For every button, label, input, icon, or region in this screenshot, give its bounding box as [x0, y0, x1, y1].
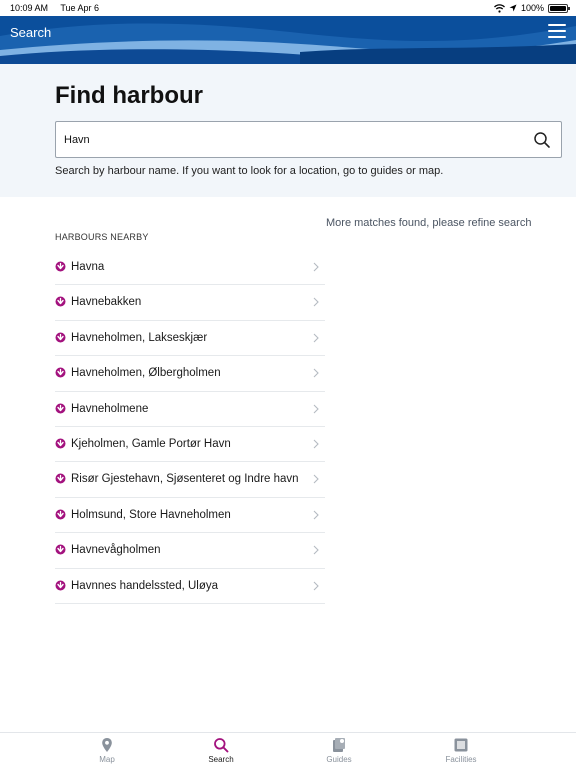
harbour-list-item[interactable] [55, 285, 325, 320]
tab-bar [0, 732, 576, 768]
harbour-name: Kjeholmen, Gamle Portør Havn [71, 437, 231, 450]
harbour-pin-icon [55, 509, 66, 521]
harbour-name: Havneholmen, Ølbergholmen [71, 367, 221, 380]
tab-facilities[interactable] [426, 737, 496, 764]
app-header [0, 16, 576, 64]
search-input[interactable] [64, 122, 524, 157]
harbour-name: Havnebakken [71, 296, 142, 309]
chevron-right-icon [313, 474, 319, 484]
harbour-pin-icon [55, 367, 66, 379]
harbour-name: Havneholmen, Lakseskjær [71, 331, 208, 344]
harbour-pin-icon [55, 332, 66, 344]
harbour-name: Havneholmene [71, 402, 149, 415]
harbour-list-item[interactable] [55, 498, 325, 533]
search-hint: Search by harbour name. If you want to look for a location, go to guides or map. [55, 165, 444, 177]
chevron-right-icon [313, 439, 319, 449]
harbour-pin-icon [55, 438, 66, 450]
tab-guides[interactable] [304, 737, 374, 764]
harbour-name: Havnnes handelssted, Uløya [71, 579, 219, 592]
harbour-pin-icon [55, 580, 66, 592]
chevron-right-icon [313, 404, 319, 414]
guides-book-icon [331, 737, 347, 753]
battery-percent: 100% [520, 3, 544, 13]
chevron-right-icon [313, 368, 319, 378]
harbour-list-item[interactable] [55, 569, 325, 604]
harbour-list [55, 250, 325, 604]
battery-icon [548, 4, 568, 13]
harbour-list-item[interactable] [55, 250, 325, 285]
tab-search-label: Search [208, 755, 234, 764]
status-right [494, 3, 568, 13]
search-panel [0, 64, 576, 197]
search-icon[interactable] [533, 131, 551, 149]
harbour-name: Havnevågholmen [71, 544, 161, 557]
more-matches-notice: More matches found, please refine search [326, 217, 532, 229]
tab-guides-label: Guides [326, 755, 352, 764]
harbour-pin-icon [55, 261, 66, 273]
harbour-name: Holmsund, Store Havneholmen [71, 508, 231, 521]
status-time: 10:09 AM [10, 3, 49, 13]
status-bar [0, 0, 576, 16]
harbour-list-item[interactable] [55, 427, 325, 462]
status-date: Tue Apr 6 [60, 3, 100, 13]
tab-search[interactable] [186, 737, 256, 764]
harbour-list-item[interactable] [55, 321, 325, 356]
chevron-right-icon [313, 510, 319, 520]
header-waves [0, 16, 576, 64]
harbour-pin-icon [55, 544, 66, 556]
harbour-pin-icon [55, 403, 66, 415]
harbour-name: Risør Gjestehavn, Sjøsenteret og Indre havn [71, 473, 299, 486]
search-box [55, 121, 562, 158]
location-arrow-icon [509, 4, 517, 12]
tab-facilities-label: Facilities [445, 755, 477, 764]
wifi-icon [494, 4, 505, 13]
harbour-name: Havna [71, 261, 105, 273]
tab-map[interactable] [72, 737, 142, 764]
map-pin-icon [99, 737, 115, 753]
chevron-right-icon [313, 333, 319, 343]
chevron-right-icon [313, 262, 319, 272]
find-harbour-heading: Find harbour [55, 82, 203, 109]
facilities-icon [453, 737, 469, 753]
harbour-pin-icon [55, 296, 66, 308]
harbour-list-item[interactable] [55, 533, 325, 568]
chevron-right-icon [313, 297, 319, 307]
search-tab-icon [213, 737, 229, 753]
harbour-list-item[interactable] [55, 462, 325, 497]
harbour-list-item[interactable] [55, 356, 325, 391]
harbours-nearby-label: HARBOURS NEARBY [55, 232, 149, 242]
harbour-list-item[interactable] [55, 392, 325, 427]
harbour-pin-icon [55, 473, 66, 485]
chevron-right-icon [313, 581, 319, 591]
status-left [10, 3, 109, 13]
tab-map-label: Map [99, 755, 115, 764]
page-title: Search [10, 25, 52, 40]
hamburger-menu-icon[interactable] [548, 24, 566, 38]
chevron-right-icon [313, 545, 319, 555]
